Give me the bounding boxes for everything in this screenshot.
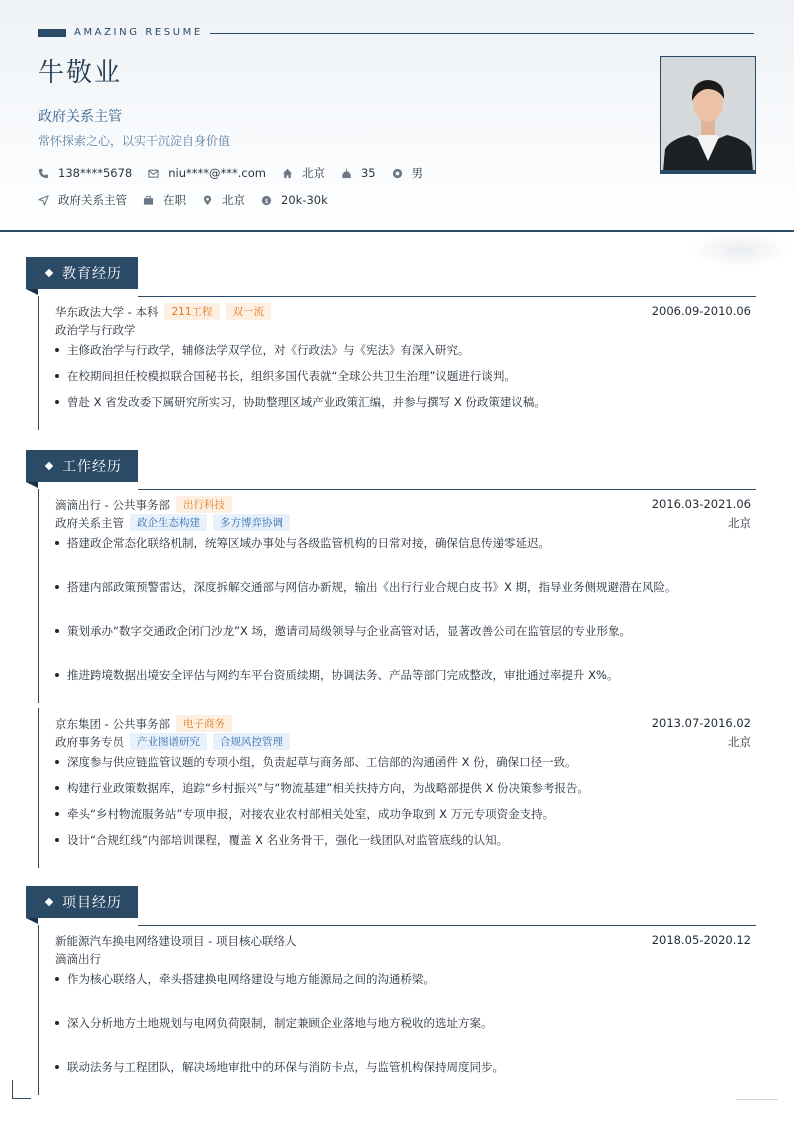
gender-text: 男 — [411, 166, 424, 180]
section-title-text: 教育经历 — [62, 266, 122, 282]
target-position-text: 政府关系主管 — [58, 193, 127, 207]
age-item — [341, 166, 376, 180]
header-divider — [0, 230, 794, 232]
phone-icon — [38, 168, 49, 179]
project-bullet: 联动法务与工程团队，解决场地审批中的环保与消防卡点，与监管机构保持周度同步。 — [55, 1059, 757, 1075]
skill-tag: 政企生态构建 — [130, 514, 207, 531]
work-company — [55, 715, 232, 732]
page-corner-line — [736, 1099, 778, 1100]
work-bullet: 构建行业政策数据库，追踪“乡村振兴”与“物流基建”相关扶持方向，为战略部提供 X 份决策参考报告。 — [55, 780, 757, 796]
target-city-text: 北京 — [222, 193, 245, 207]
project-name: 新能源汽车换电网络建设项目 - 项目核心联络人 — [55, 934, 297, 948]
photo-accent-bar — [660, 170, 756, 174]
skill-tag: 合规风控管理 — [213, 733, 290, 750]
work-bullet: 牵头“乡村物流服务站”专项申报，对接农业农村部相关处室，成功争取到 X 万元专项资金支持。 — [55, 806, 757, 822]
city-item — [282, 165, 325, 181]
tagline: 常怀探索之心，以实干沉淀自身价值 — [38, 134, 231, 148]
decorative-glow — [690, 232, 790, 268]
gender-icon — [392, 168, 403, 179]
role-text: 政府关系主管 — [55, 515, 124, 530]
salary-text: 20k-30k — [281, 193, 328, 207]
school-name: 华东政法大学 - 本科 — [55, 304, 159, 319]
work-bullet: 搭建内部政策预警雷达，深度拆解交通部与网信办新规，输出《出行行业合规白皮书》X 期，指导业务侧规避潜在风险。 — [55, 579, 757, 595]
status-item — [143, 192, 186, 208]
work-bullet: 设计“合规红线”内部培训课程，覆盖 X 名业务骨干，强化一线团队对监管底线的认知。 — [55, 832, 757, 848]
skill-tag: 产业图谱研究 — [130, 733, 207, 750]
project-date: 2018.05-2020.12 — [651, 933, 751, 947]
send-icon — [38, 195, 49, 206]
school-tag: 211工程 — [164, 303, 219, 320]
age-text: 35 — [360, 166, 376, 180]
industry-tag: 电子商务 — [176, 715, 232, 732]
salary-item — [261, 193, 328, 207]
education-bullet: 曾赴 X 省发改委下属研究所实习，协助整理区域产业政策汇编，并参与撰写 X 份政策建议稿。 — [55, 394, 757, 410]
education-major: 政治学与行政学 — [55, 323, 136, 337]
industry-tag: 出行科技 — [176, 496, 232, 513]
section-title-text: 项目经历 — [62, 895, 122, 911]
diamond-icon — [45, 898, 53, 906]
work-role — [55, 733, 290, 750]
work-date: 2013.07-2016.02 — [651, 716, 751, 730]
location-pin-icon — [202, 195, 213, 206]
school-tag: 双一流 — [226, 303, 272, 320]
work-date: 2016.03-2021.06 — [651, 497, 751, 511]
work-block-jd — [38, 708, 757, 868]
work-company — [55, 496, 232, 513]
diamond-icon — [45, 269, 53, 277]
brand-label: AMAZING RESUME — [74, 27, 203, 38]
role-text: 政府事务专员 — [55, 734, 124, 749]
target-city-item — [202, 192, 245, 208]
job-title: 政府关系主管 — [38, 109, 122, 125]
work-bullet: 推进跨境数据出境安全评估与网约车平台资质续期，协调法务、产品等部门完成整改，审批通过率提升 X%。 — [55, 667, 757, 683]
work-bullet: 深度参与供应链监管议题的专项小组，负责起草与商务部、工信部的沟通函件 X 份，确保口径一致。 — [55, 754, 757, 770]
intention-row — [38, 192, 344, 208]
section-title-project — [26, 886, 138, 918]
target-position-item — [38, 192, 127, 208]
email-item — [148, 166, 266, 180]
diamond-icon — [45, 462, 53, 470]
svg-text:$: $ — [264, 196, 269, 205]
section-title-text: 工作经历 — [62, 459, 122, 475]
work-location: 北京 — [728, 516, 751, 530]
profile-photo — [660, 56, 756, 172]
brand-line — [210, 33, 754, 34]
work-role — [55, 514, 290, 531]
cake-icon — [341, 168, 352, 179]
status-text: 在职 — [163, 193, 186, 207]
project-bullet: 作为核心联络人，牵头搭建换电网络建设与地方能源局之间的沟通桥梁。 — [55, 971, 757, 987]
salary-icon — [261, 195, 272, 206]
work-bullet: 策划承办“数字交通政企闭门沙龙”X 场，邀请司局级领导与企业高管对话，显著改善公司在监管层的专业形象。 — [55, 623, 757, 639]
contact-row — [38, 165, 439, 181]
section-title-work — [26, 450, 138, 482]
gender-item — [392, 165, 424, 181]
section-fold — [26, 918, 38, 924]
mail-icon — [148, 168, 159, 179]
phone-item — [38, 166, 132, 180]
project-org: 滴滴出行 — [55, 952, 101, 966]
project-block — [38, 925, 757, 1095]
education-block — [38, 296, 757, 430]
email-text: niu****@***.com — [168, 166, 266, 180]
education-date: 2006.09-2010.06 — [651, 304, 751, 318]
section-fold — [26, 289, 38, 295]
education-school — [55, 303, 271, 320]
company-name: 京东集团 - 公共事务部 — [55, 716, 170, 731]
page-corner-mark — [12, 1080, 31, 1099]
education-bullet: 在校期间担任校模拟联合国秘书长，组织多国代表就“全球公共卫生治理”议题进行谈判。 — [55, 368, 757, 384]
company-name: 滴滴出行 - 公共事务部 — [55, 497, 170, 512]
home-icon — [282, 168, 293, 179]
brand-bar — [38, 29, 66, 37]
work-block-didi — [38, 489, 757, 703]
section-fold — [26, 482, 38, 488]
work-location: 北京 — [728, 735, 751, 749]
avatar-illustration — [661, 57, 755, 171]
phone-text: 138****5678 — [58, 166, 133, 180]
skill-tag: 多方博弈协调 — [213, 514, 290, 531]
city-text: 北京 — [301, 166, 325, 180]
candidate-name: 牛敬业 — [38, 58, 123, 88]
work-bullet: 搭建政企常态化联络机制，统筹区域办事处与各级监管机构的日常对接，确保信息传递零延迟。 — [55, 535, 757, 551]
briefcase-icon — [143, 195, 154, 206]
section-title-education — [26, 257, 138, 289]
education-bullet: 主修政治学与行政学，辅修法学双学位，对《行政法》与《宪法》有深入研究。 — [55, 342, 757, 358]
project-bullet: 深入分析地方土地规划与电网负荷限制，制定兼顾企业落地与地方税收的选址方案。 — [55, 1015, 757, 1031]
